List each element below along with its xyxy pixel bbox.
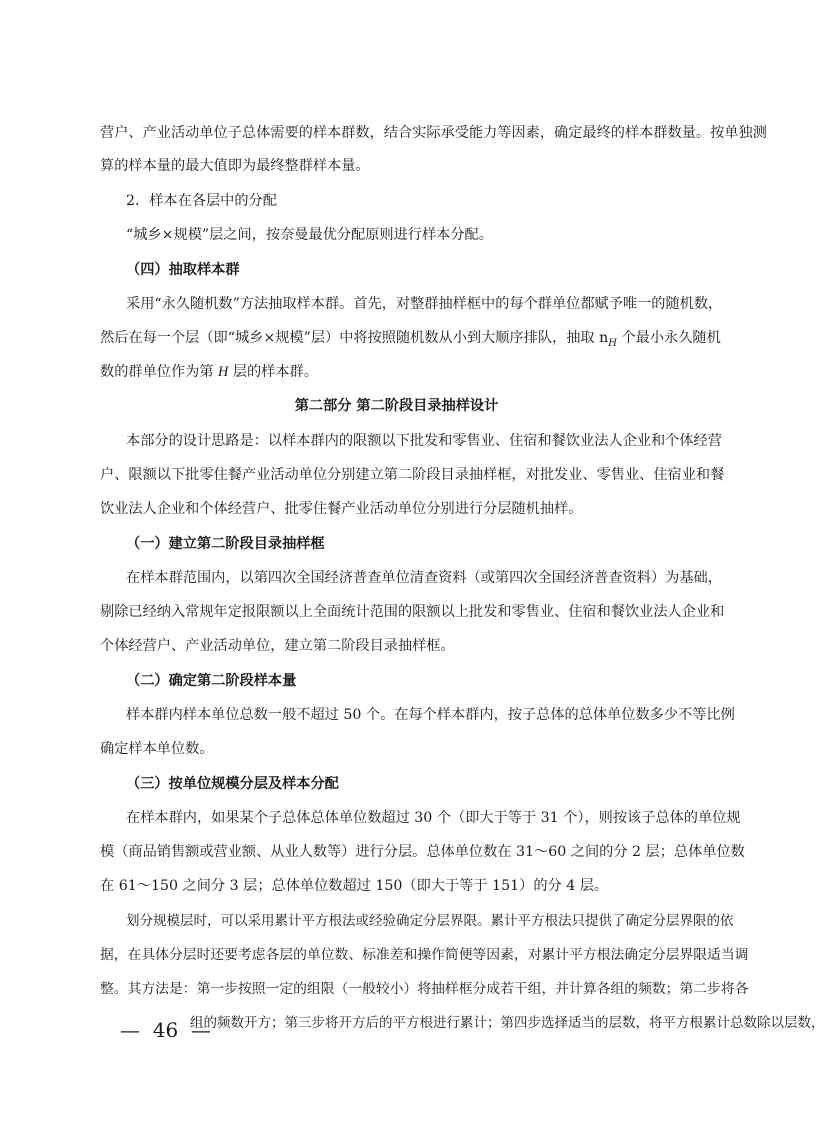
paragraph-line xyxy=(100,328,721,354)
paragraph-line: 在 61～150 之间分 3 层；总体单位数超过 150（即大于等于 151）的分 4 层。 xyxy=(100,878,609,894)
text-segment: 层的样本群。 xyxy=(232,364,318,380)
paragraph-line: 个体经营户、产业活动单位，建立第二阶段目录抽样框。 xyxy=(100,638,455,654)
paragraph-line: 营户、产业活动单位子总体需要的样本群数，结合实际承受能力等因素，确定最终的样本群数量。按单独测 xyxy=(100,125,767,141)
subsection-heading: 2．样本在各层中的分配 xyxy=(126,193,277,209)
paragraph-line: 算的样本量的最大值即为最终整群样本量。 xyxy=(100,158,370,174)
section-heading: （三）按单位规模分层及样本分配 xyxy=(126,776,339,792)
section-heading: （二）确定第二阶段样本量 xyxy=(126,673,297,689)
paragraph-line: 划分规模层时，可以采用累计平方根法或经验确定分层界限。累计平方根法只提供了确定分层界限的依 xyxy=(126,913,734,929)
text-segment: 然后在每一个层（即“城乡×规模”层）中将按照随机数从小到大顺序排队，抽取 n xyxy=(100,330,609,346)
section-heading: （一）建立第二阶段目录抽样框 xyxy=(126,536,325,552)
paragraph-line: “城乡×规模”层之间，按奈曼最优分配原则进行样本分配。 xyxy=(126,227,493,243)
paragraph-line xyxy=(100,362,696,382)
paragraph-line: 样本群内样本单位总数一般不超过 50 个。在每个样本群内，按子总体的总体单位数多少不等比例 xyxy=(126,707,735,723)
text-segment: 数的群单位作为第 xyxy=(100,364,214,380)
paragraph-line: 模（商品销售额或营业额、从业人数等）进行分层。总体单位数在 31～60 之间的分 2 层；总体单位数 xyxy=(100,844,745,860)
paragraph-line: 确定样本单位数。 xyxy=(100,741,214,757)
paragraph-line: 剔除已经纳入常规年定报限额以上全面统计范围的限额以上批发和零售业、住宿和餐饮业法人企业和 xyxy=(100,604,725,620)
paragraph-line: 整。其方法是：第一步按照一定的组限（一般较小）将抽样框分成若干组，并计算各组的频数；第二步将各 xyxy=(100,981,749,997)
paragraph-line: 组的频数开方；第三步将开方后的平方根进行累计；第四步选择适当的层数，将平方根累计总数除以层数， xyxy=(190,1015,825,1031)
page-number: — 46 — xyxy=(120,1018,211,1042)
variable-subscript: H xyxy=(608,337,617,349)
part-title: 第二部分 第二阶段目录抽样设计 xyxy=(294,398,499,414)
paragraph-line: 据，在具体分层时还要考虑各层的单位数、标准差和操作简便等因素，对累计平方根法确定分层界限适当调 xyxy=(100,947,749,963)
paragraph-line: 在样本群范围内，以第四次全国经济普查单位清查资料（或第四次全国经济普查资料）为基础， xyxy=(126,570,722,586)
variable-h: H xyxy=(218,364,229,380)
paragraph-line: 户、限额以下批零住餐产业活动单位分别建立第二阶段目录抽样框，对批发业、零售业、住宿业和餐 xyxy=(100,467,725,483)
section-heading: （四）抽取样本群 xyxy=(126,262,240,278)
paragraph-line: 采用“永久随机数”方法抽取样本群。首先，对整群抽样框中的每个群单位都赋予唯一的随机数， xyxy=(126,296,723,312)
paragraph-line: 饮业法人企业和个体经营户、批零住餐产业活动单位分别进行分层随机抽样。 xyxy=(100,501,583,517)
paragraph-line: 在样本群内，如果某个子总体总体单位数超过 30 个（即大于等于 31 个），则按该子总体的单位规 xyxy=(126,810,741,826)
text-segment: 个最小永久随机 xyxy=(621,330,721,346)
paragraph-line: 本部分的设计思路是：以样本群内的限额以下批发和零售业、住宿和餐饮业法人企业和个体经营 xyxy=(126,433,722,449)
